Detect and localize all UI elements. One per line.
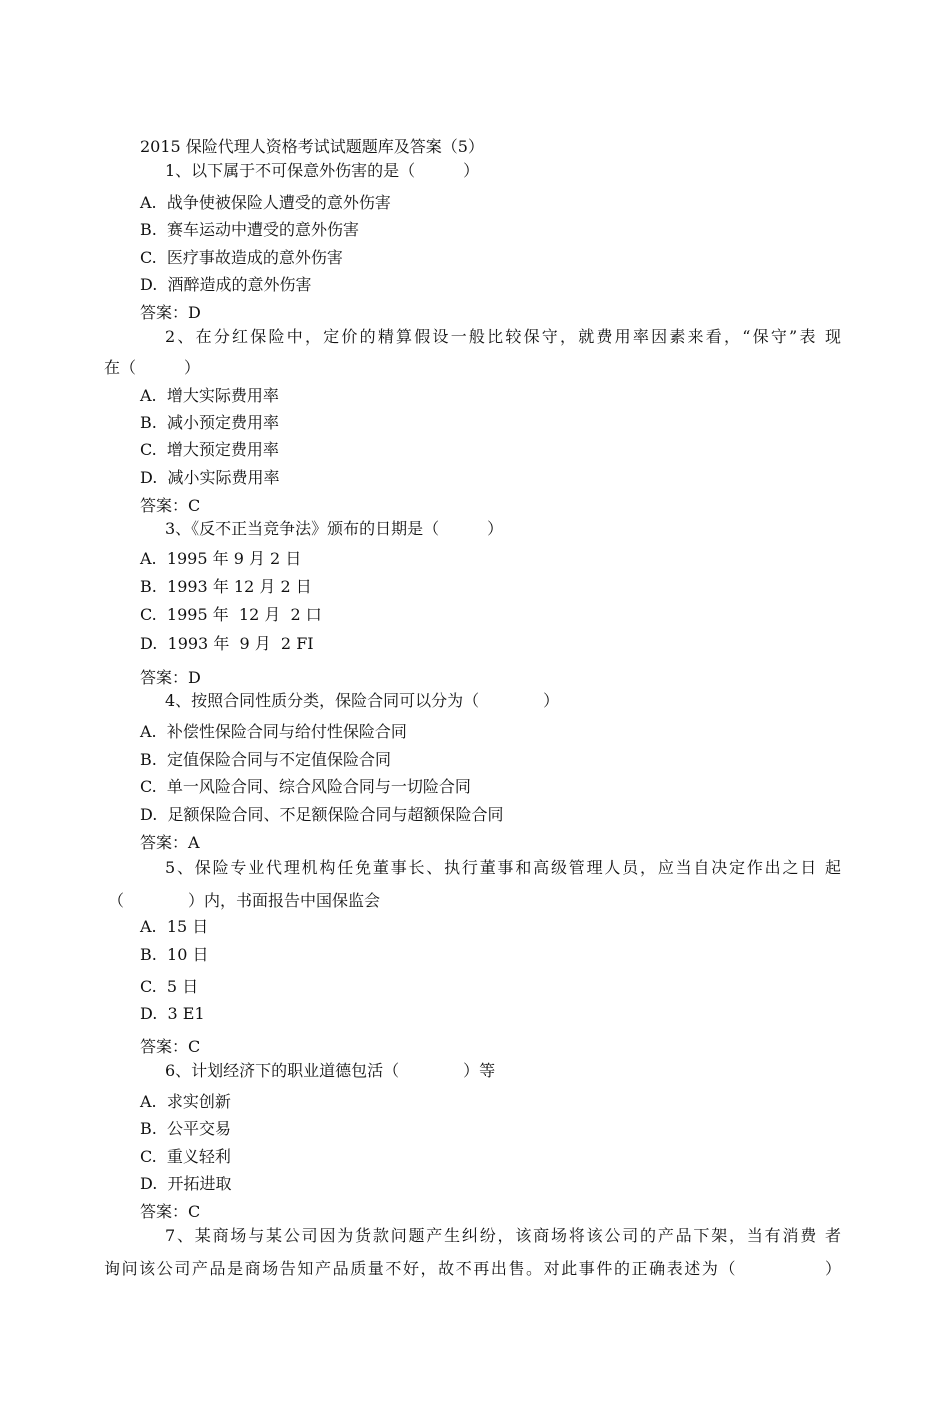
question-2-stem-continued: 在（ ）	[104, 358, 201, 377]
question-1-answer: 答案：D	[140, 303, 201, 322]
question-2-option-a: A. 增大实际费用率	[140, 386, 279, 405]
question-5-option-c: C. 5 日	[140, 977, 199, 996]
question-4-option-c: C. 单一风险合同、综合风险合同与一切险合同	[140, 777, 471, 796]
question-2-option-b: B. 减小预定费用率	[140, 413, 280, 432]
question-3-option-a: A. 1995 年 9 月 2 日	[140, 549, 302, 568]
question-3-answer: 答案：D	[140, 668, 201, 687]
question-1-option-b: B. 赛车运动中遭受的意外伤害	[140, 220, 360, 239]
question-1-option-c: C. 医疗事故造成的意外伤害	[140, 248, 343, 267]
question-6-option-b: B. 公平交易	[140, 1119, 232, 1138]
question-3-stem: 3、《反不正当竞争法》颁布的日期是（ ）	[165, 519, 504, 538]
question-2-stem: 2、在分红保险中，定价的精算假设一般比较保守，就费用率因素来看，“保守”表 现	[165, 327, 841, 346]
question-4-option-a: A. 补偿性保险合同与给付性保险合同	[140, 722, 407, 741]
question-3-option-d: D. 1993 年 9 月 2 FI	[140, 634, 314, 653]
question-2-option-d: D. 减小实际费用率	[140, 468, 280, 487]
question-3-option-c: C. 1995 年 12 月 2 口	[140, 605, 322, 624]
question-7-stem-continued: 询问该公司产品是商场告知产品质量不好，故不再出售。对此事件的正确表述为（ ）	[104, 1259, 841, 1278]
question-5-option-d: D. 3 E1	[140, 1004, 205, 1023]
document-title: 2015 保险代理人资格考试试题题库及答案（5）	[140, 137, 484, 156]
question-4-answer: 答案：A	[140, 833, 200, 852]
question-5-option-a: A. 15 日	[140, 917, 209, 936]
question-6-option-c: C. 重义轻利	[140, 1147, 231, 1166]
question-1-stem: 1、以下属于不可保意外伤害的是（ ）	[165, 161, 480, 180]
question-2-answer: 答案：C	[140, 496, 201, 515]
question-4-stem: 4、按照合同性质分类，保险合同可以分为（ ）	[165, 691, 560, 710]
question-4-option-b: B. 定值保险合同与不定值保险合同	[140, 750, 392, 769]
question-1-option-d: D. 酒醉造成的意外伤害	[140, 275, 312, 294]
question-7-stem: 7、某商场与某公司因为货款问题产生纠纷，该商场将该公司的产品下架，当有消费 者	[165, 1226, 841, 1245]
question-5-answer: 答案：C	[140, 1037, 201, 1056]
question-4-option-d: D. 足额保险合同、不足额保险合同与超额保险合同	[140, 805, 504, 824]
question-6-option-d: D. 开拓进取	[140, 1174, 232, 1193]
question-5-stem-continued: （ ）内，书面报告中国保监会	[108, 891, 381, 910]
question-1-option-a: A. 战争使被保险人遭受的意外伤害	[140, 193, 391, 212]
question-6-option-a: A. 求实创新	[140, 1092, 231, 1111]
question-5-stem: 5、保险专业代理机构任免董事长、执行董事和高级管理人员，应当自决定作出之日 起	[165, 858, 841, 877]
question-5-option-b: B. 10 日	[140, 945, 209, 964]
question-2-option-c: C. 增大预定费用率	[140, 440, 279, 459]
question-6-stem: 6、计划经济下的职业道德包活（ ）等	[165, 1061, 496, 1080]
question-3-option-b: B. 1993 年 12 月 2 日	[140, 577, 312, 596]
question-6-answer: 答案：C	[140, 1202, 201, 1221]
